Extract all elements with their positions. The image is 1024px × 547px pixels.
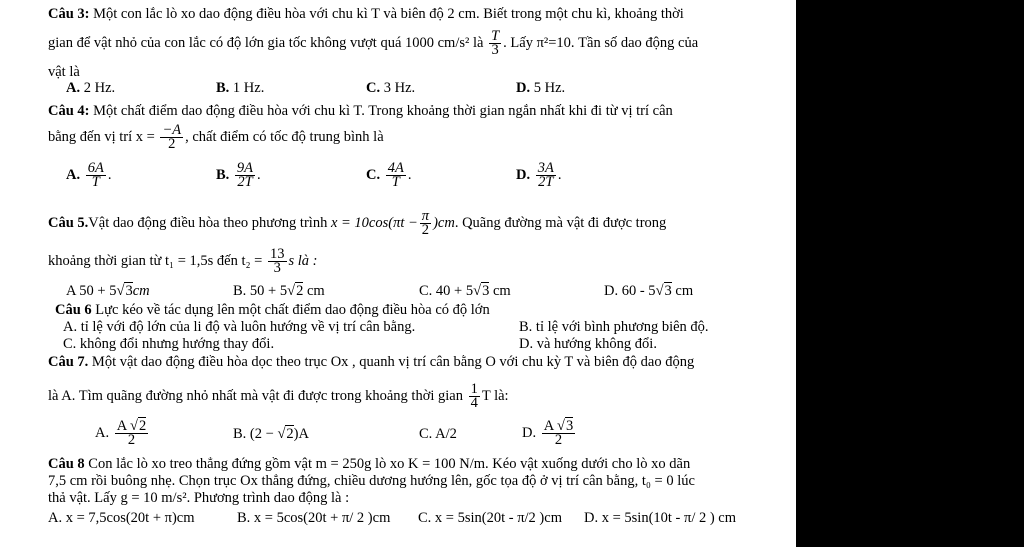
q8-line-3: thả vật. Lấy g = 10 m/s². Phương trình dao động là :: [48, 490, 350, 506]
q5-equation-a: x = 10cos(πt −: [330, 214, 418, 231]
q6-option-a: A. tỉ lệ với độ lớn của li độ và luôn hướng về vị trí cân bằng.: [63, 319, 416, 335]
q7-options: [0, 420, 796, 454]
q8-option-c: C. x = 5sin(20t - π/2 )cm: [418, 510, 562, 526]
q5-option-a: A 50 + 5√3cm: [66, 283, 150, 299]
q6-option-b: B. tỉ lệ với bình phương biên độ.: [519, 319, 709, 335]
q6-option-d: D. và hướng không đổi.: [519, 336, 657, 352]
q8-option-d: D. x = 5sin(10t - π/ 2 ) cm: [584, 510, 737, 526]
q4-options: [0, 162, 796, 194]
q8-line-1: Câu 8 Con lắc lò xo treo thẳng đứng gồm vật m = 250g lò xo K = 100 N/m. Kéo vật xuống dưới cho lò xo dãn: [48, 456, 691, 472]
q6-line-1: Câu 6 Lực kéo về tác dụng lên một chất điểm dao động điều hòa có độ lớn: [55, 302, 490, 318]
q4-option-a: A. $\frac{6A}{T}$ .: [66, 160, 112, 190]
q5-line-1: [48, 210, 666, 237]
q8-options: [0, 510, 796, 530]
q4-line-2a: bằng đến vị trí x =: [48, 128, 155, 145]
q5-line-2a: khoảng thời gian từ t₁ = 1,5s đến t₂ =: [48, 252, 263, 269]
q8-option-a: A. x = 7,5cos(20t + π)cm: [48, 510, 195, 526]
q5-option-d: D. 60 - 5√3 cm: [604, 283, 694, 299]
q4-option-c: C. $\frac{4A}{T}$ .: [366, 160, 412, 190]
q5-equation-fraction: $\frac{\pi}{2}$: [421, 208, 430, 238]
q7-line-2a: là A. Tìm quãng đường nhỏ nhất mà vật đi được trong khoảng thời gian: [48, 387, 463, 404]
q3-line-3: vật là: [48, 64, 80, 80]
q4-fraction: $\frac{-A}{2}$: [162, 122, 182, 152]
q3-option-c: C. 3 Hz.: [366, 80, 416, 96]
q5-equation-b: )cm: [433, 214, 455, 231]
q7-option-c: C. A/2: [419, 426, 457, 442]
q3-line-1: Câu 3: Một con lắc lò xo dao động điều hòa với chu kì T và biên độ 2 cm. Biết trong một chu kì, khoảng thời: [48, 6, 684, 22]
q7-option-a: A. $\frac{A √2}{2}$: [95, 418, 147, 448]
q3-fraction: $\frac{T}{3}$: [491, 28, 500, 58]
q5-line-1b: . Quãng đường mà vật đi được trong: [454, 214, 667, 231]
q5-line-1a: Câu 5.Vật dao động điều hòa theo phương trình: [48, 214, 328, 231]
q3-line-2: [48, 30, 698, 57]
q3-option-d: D. 5 Hz.: [516, 80, 566, 96]
q6-option-c: C. không đổi nhưng hướng thay đổi.: [63, 336, 275, 352]
q5-line-2b: s là :: [288, 252, 318, 269]
q5-line-2: [48, 248, 318, 275]
q5-fraction: $\frac{13}{3}$: [270, 246, 285, 276]
q8-option-b: B. x = 5cos(20t + π/ 2 )cm: [237, 510, 391, 526]
q4-option-b: B. $\frac{9A}{2T}$ .: [216, 160, 261, 190]
q7-line-2b: T là:: [481, 387, 509, 404]
q4-line-2: [48, 124, 384, 151]
q5-option-c: C. 40 + 5√3 cm: [419, 283, 511, 299]
q7-fraction: $\frac{1}{4}$: [470, 381, 478, 411]
q3-line-2a: gian để vật nhỏ của con lắc có độ lớn gia tốc không vượt quá 1000 cm/s² là: [48, 34, 484, 51]
q8-line-2: 7,5 cm rồi buông nhẹ. Chọn trục Ox thẳng đứng, chiều dương hướng lên, gốc tọa độ ở vị trí cân bằng, t₀ = 0 lúc: [48, 473, 695, 489]
q3-line-2b: . Lấy π²=10. Tần số dao động của: [503, 34, 699, 51]
q3-options: [0, 80, 796, 100]
q4-option-d: D. $\frac{3A}{2T}$ .: [516, 160, 562, 190]
q7-option-b: B. (2 − √2)A: [233, 426, 309, 442]
q7-option-d: D. $\frac{A √3}{2}$: [522, 418, 574, 448]
q5-options: [0, 283, 796, 303]
q6-options-row-2: [0, 336, 796, 356]
q3-option-b: B. 1 Hz.: [216, 80, 265, 96]
q4-line-2b: , chất điểm có tốc độ trung bình là: [185, 128, 384, 145]
q3-option-a: A. 2 Hz.: [66, 80, 116, 96]
q4-line-1: Câu 4: Một chất điểm dao động điều hòa với chu kì T. Trong khoảng thời gian ngắn nhất khi đi từ vị trí cân: [48, 103, 673, 119]
q7-line-1: Câu 7. Một vật dao động điều hòa dọc theo trục Ox , quanh vị trí cân bằng O với chu kỳ T và biên độ dao động: [48, 354, 695, 370]
q7-line-2: [48, 383, 509, 410]
q5-option-b: B. 50 + 5√2 cm: [233, 283, 325, 299]
